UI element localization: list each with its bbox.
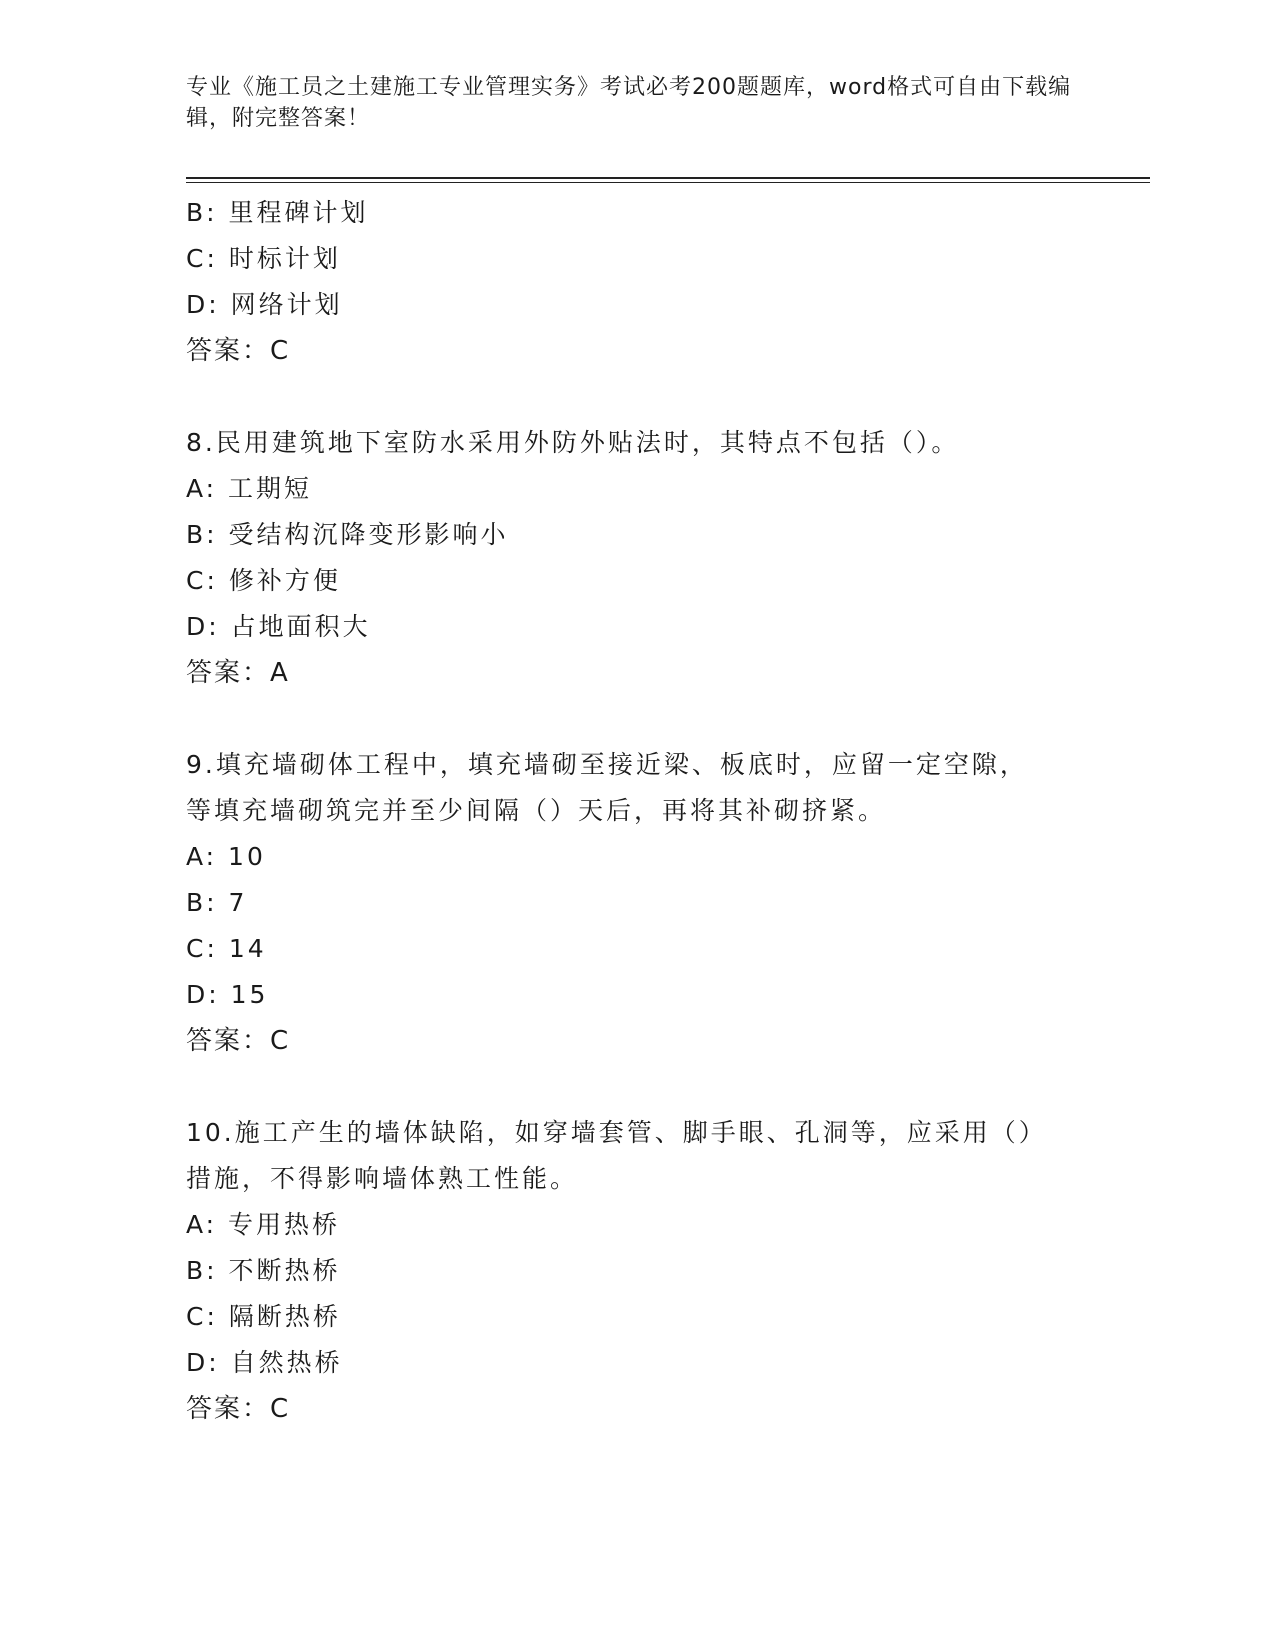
- question-text-line-1: 10.施工产生的墙体缺陷，如穿墙套管、脚手眼、孔洞等，应采用（）: [186, 1118, 1047, 1147]
- question-text-line-1: 9.填充墙砌体工程中，填充墙砌至接近梁、板底时，应留一定空隙，: [186, 750, 1028, 779]
- option-d: D: 15: [186, 980, 269, 1009]
- option-b: B: 里程碑计划: [186, 198, 369, 227]
- header-divider-thin: [186, 182, 1150, 183]
- option-d: D: 占地面积大: [186, 612, 371, 641]
- question-8: [186, 420, 1086, 696]
- document-header: 专业《施工员之土建施工专业管理实务》考试必考200题题库，word格式可自由下载编辑，附完整答案！: [186, 75, 1072, 131]
- option-b: B: 7: [186, 888, 248, 917]
- spacer: [186, 374, 1086, 420]
- option-d: D: 网络计划: [186, 290, 343, 319]
- spacer: [186, 1064, 1086, 1110]
- option-a: A: 工期短: [186, 474, 313, 503]
- option-c: C: 14: [186, 934, 267, 963]
- option-c: C: 时标计划: [186, 244, 341, 273]
- option-b: B: 受结构沉降变形影响小: [186, 520, 509, 549]
- answer: 答案：C: [186, 1026, 291, 1056]
- header-divider: [186, 177, 1150, 179]
- answer: 答案：C: [186, 1394, 291, 1424]
- question-text-line-2: 措施，不得影响墙体熟工性能。: [186, 1164, 579, 1193]
- option-c: C: 修补方便: [186, 566, 341, 595]
- option-b: B: 不断热桥: [186, 1256, 341, 1285]
- answer: 答案：A: [186, 658, 290, 688]
- option-a: A: 专用热桥: [186, 1210, 341, 1239]
- document-body: [186, 190, 1086, 1432]
- option-c: C: 隔断热桥: [186, 1302, 341, 1331]
- answer: 答案：C: [186, 336, 291, 366]
- question-text-line-2: 等填充墙砌筑完并至少间隔（）天后，再将其补砌挤紧。: [186, 796, 887, 825]
- question-7-tail: [186, 190, 1086, 374]
- question-text: 8.民用建筑地下室防水采用外防外贴法时，其特点不包括（）。: [186, 428, 960, 457]
- spacer: [186, 696, 1086, 742]
- question-9: [186, 742, 1086, 1064]
- option-d: D: 自然热桥: [186, 1348, 343, 1377]
- option-a: A: 10: [186, 842, 266, 871]
- question-10: [186, 1110, 1086, 1432]
